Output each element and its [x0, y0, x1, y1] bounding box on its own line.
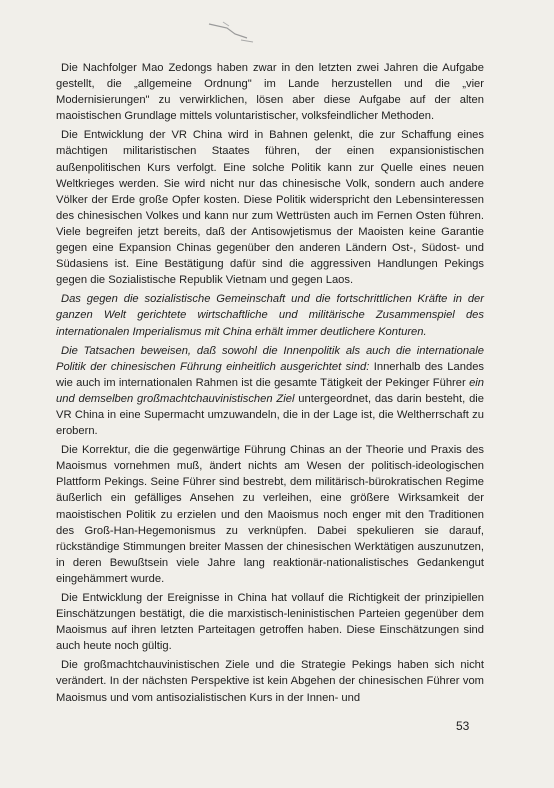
emphasized-text: ein und demselben großmachtchauvinistischen Ziel — [56, 376, 484, 405]
paragraph — [56, 442, 484, 587]
paragraph — [56, 60, 484, 124]
paragraph — [56, 343, 484, 440]
text-run: Die Korrektur, die die gegenwärtige Führung Chinas an der Theorie und Praxis des Maoismus vornehmen muß, ändert nichts am Wesen der politisch-ideologischen Plattform Pekings. Seine Führer sind bestrebt, dem militärisch-bürokratischen Regime äußerlich ein gefälliges Ansehen zu verleihen, eine größere Wirksamkeit der maoistischen Politik zu erzielen und den Maoismus noch enger mit den Traditionen des Groß-Han-Hegemonismus zu verknüpfen. Dabei spekulieren sie darauf, rückständige Stimmungen breiter Massen der chinesischen Werktätigen auszunutzen, in deren Bewußtsein viele Jahre lang reaktionär-nationalistisches Gedankengut eingehämmert wurde. — [56, 444, 484, 585]
emphasized-text: Die Tatsachen beweisen, daß sowohl die Innenpolitik als auch die internationale Politik der chinesischen Führung einheitlich ausgerichtet sind: — [56, 344, 484, 373]
text-run: Die großmachtchauvinistischen Ziele und die Strategie Pekings haben sich nicht verändert. In der nächsten Perspektive ist kein Abgehen der chinesischen Führer vom Maoismus und vom antisozialistischen Kurs in der Innen- und — [56, 659, 484, 704]
paragraph — [56, 657, 484, 705]
text-run: Innerhalb des Landes wie auch im internationalen Rahmen ist die gesamte Tätigkeit der Pekinger Führer — [56, 360, 485, 389]
body-text — [56, 60, 484, 709]
emphasized-text: Das gegen die sozialistische Gemeinschaft und die fortschrittlichen Kräfte in der ganzen Welt gerichtete wirtschaftliche und militärische Zusammenspiel des internationalen Imperialismus mit China erhält immer deutlichere Konturen. — [56, 293, 484, 338]
text-run: Die Entwicklung der VR China wird in Bahnen gelenkt, die zur Schaffung eines mächtigen militaristischen Staates führen, der einen expansionistischen außenpolitischen Kurs verfolgt. Eine solche Politik kann zur Quelle eines neuen Weltkrieges werden. Sie wird nicht nur das chinesische Volk, sondern auch andere Völker der Erde große Opfer kosten. Diese Politik widerspricht den Lebensinteressen des chinesischen Volkes und kann nur zum Wettrüsten auch im Fernen Osten führen. Viele begreifen jetzt bereits, daß der Antisowjetismus der Maoisten keine Garantie gegen eine Expansion Chinas gegenüber den anderen Ländern Ost-, Südost- und Südasiens ist. Eine Bestätigung dafür sind die aggressiven Handlungen Pekings gegen die Sozialistische Republik Vietnam und gegen Laos. — [56, 129, 484, 287]
text-run: Die Entwicklung der Ereignisse in China hat vollauf die Richtigkeit der prinzipiellen Einschätzungen bestätigt, die die marxistisch-leninistischen Parteien gegenüber dem Maoismus auf ihren letzten Parteitagen getroffen haben. Diese Einschätzungen sind auch heute noch gültig. — [56, 592, 484, 653]
text-run: untergeordnet, das darin besteht, die VR China in eine Supermacht umzuwandeln, die in der Lage ist, die Weltherrschaft zu erobern. — [56, 392, 484, 438]
paragraph — [56, 127, 484, 288]
scan-artifact-mark — [205, 18, 265, 44]
text-run: Die Nachfolger Mao Zedongs haben zwar in den letzten zwei Jahren die Aufgabe gestellt, die „allgemeine Ordnung" im Lande herzustellen und die „vier Modernisierungen" zu verwirklichen, lösen aber diese Aufgabe auf der alten maoistischen Grundlage mittels voluntaristischer, volksfeindlicher Methoden. — [56, 62, 484, 123]
paragraph — [56, 590, 484, 654]
paragraph — [56, 291, 484, 339]
page-number: 53 — [456, 719, 470, 733]
